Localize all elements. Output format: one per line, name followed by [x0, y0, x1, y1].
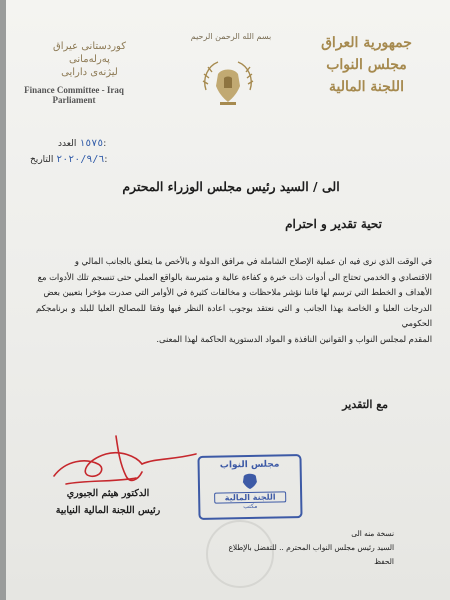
letterhead-english — [24, 85, 124, 105]
reference-number-label: العدد: — [58, 139, 107, 149]
reference-date-value: ٢٠٢٠/٩/٦ — [56, 154, 105, 165]
reference-number — [14, 138, 106, 149]
letterhead-english-line: Finance Committee - Iraq — [24, 85, 124, 95]
signatory — [48, 485, 168, 519]
iraq-parliament-emblem-icon — [196, 56, 260, 112]
stamp-line-2: اللجنة المالية — [214, 491, 286, 503]
committee-stamp — [197, 454, 302, 520]
copy-to-heading: نسخة منه الى — [351, 529, 394, 538]
signatory-name: الدكتور هيثم الجبوري — [66, 488, 150, 499]
reference-date-label: التاريخ: — [30, 155, 108, 165]
letter-page — [6, 0, 450, 600]
letterhead-kurdish-line: كوردستانی عیراق — [53, 41, 126, 52]
signatory-title: رئيس اللجنة المالية النيابية — [55, 505, 161, 516]
stamp-line-3: مكتب — [243, 502, 258, 511]
reference-number-value: ١٥٧٥ — [79, 138, 104, 149]
letterhead-kurdish-line: پەرلەمانی — [69, 54, 110, 65]
closing: مع التقدير — [342, 398, 388, 411]
letterhead-arabic-line: اللجنة المالية — [329, 79, 404, 95]
letterhead-english-line: Parliament — [52, 95, 96, 105]
letterhead-kurdish — [32, 40, 147, 79]
copy-to-item: الحفظ — [374, 557, 394, 566]
letter-body-line: الأهداف و الخطط التي ترسم لها فاننا نؤشر ملاحظات و مخالفات كثيرة في الأوامر التي صدرت مؤخرا بتعيين بعض — [43, 287, 432, 298]
reference-date — [14, 154, 107, 165]
copy-to-section — [164, 527, 394, 569]
copy-to-item: السيد رئيس مجلس النواب المحترم .. للتفضل بالإطلاع — [228, 543, 394, 552]
letterhead-arabic — [304, 32, 429, 98]
letterhead-arabic-line: مجلس النواب — [326, 57, 407, 73]
letterhead-arabic-line: جمهورية العراق — [321, 35, 412, 51]
stamp-emblem-icon — [240, 472, 260, 490]
letter-body-line: الاقتصادي و الخدمي تحتاج الى أدوات ذات خبرة و كفاءة عالية و متمرسة بالواقع العملي حتى تنسجم تلك الأدوات مع — [37, 271, 432, 282]
letter-body-line: الدرجات العليا و الخاصة بهذا الجانب و التي نعتقد بوجوب اعادة النظر فيها وفقا للمصالح العليا للبلد و برنامجكم الحكومي — [36, 302, 432, 329]
letter-body-line: المقدم لمجلس النواب و القوانين النافذة و المواد الدستورية الحاكمة لهذا المعنى. — [156, 333, 432, 344]
letterhead-kurdish-line: لیژنەی دارایی — [61, 67, 118, 78]
letter-body — [36, 254, 432, 348]
bismillah: بسم الله الرحمن الرحيم — [190, 32, 272, 41]
letter-body-line: في الوقت الذي نرى فيه ان عملية الإصلاح الشاملة في مرافق الدولة و بالأخص ما يتعلق بالجانب المالي و — [74, 256, 432, 266]
greeting: تحية تقدير و احترام — [285, 217, 382, 231]
stamp-line-1: مجلس النواب — [219, 459, 280, 471]
addressee: الى / السيد رئيس مجلس الوزراء المحترم — [122, 179, 340, 194]
